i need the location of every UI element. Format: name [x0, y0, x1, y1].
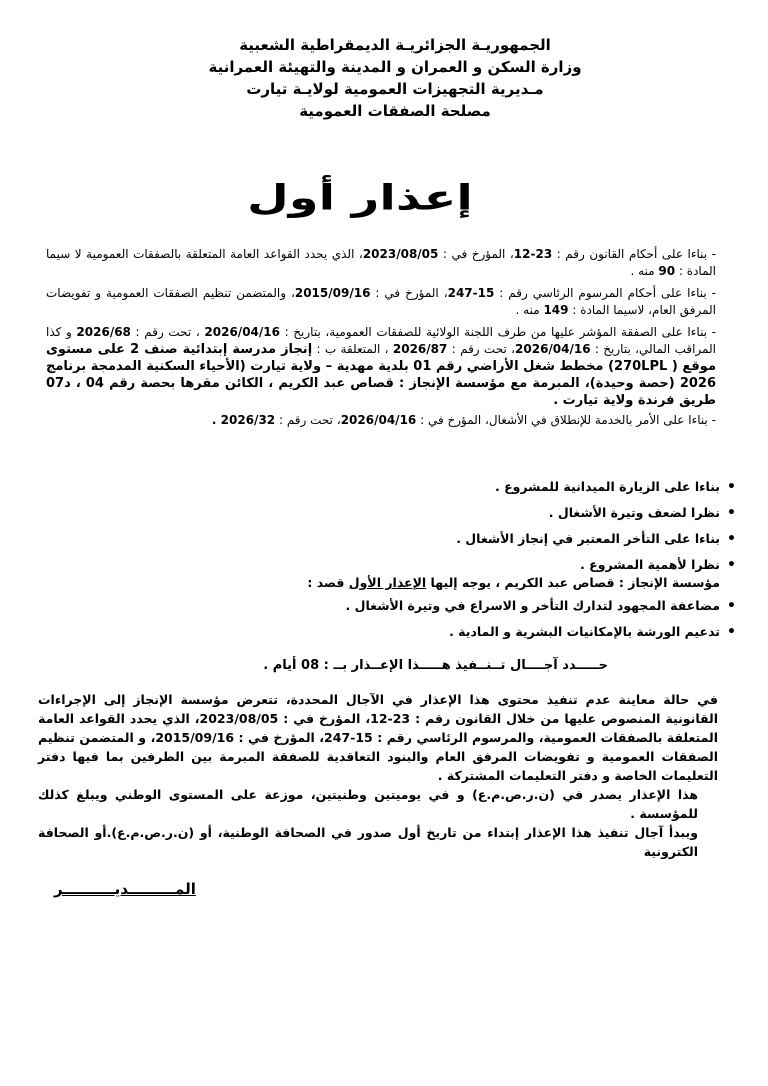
considerations-section [46, 246, 716, 429]
consideration-law-pre: - بناءا على أحكام القانون رقم : [552, 247, 716, 261]
addressee-section [68, 574, 738, 645]
consideration-law-post: ، الذي يحدد القواعد العامة المتعلقة بالصفقات العمومية لا سيما المادة : [46, 247, 716, 278]
addressee-line [68, 574, 738, 591]
list-item: • بناءا على التأخر المعتبر في إنجاز الأشغال . [68, 526, 738, 552]
law-article: 90 [658, 264, 676, 278]
letterhead [200, 34, 590, 122]
consideration-law-mid: ، المؤرخ في : [438, 247, 514, 261]
deal-date-2: 2026/04/16 [515, 342, 591, 356]
signature-director: المـــــــــديــــــــــر [54, 880, 196, 898]
law-date: 2023/08/05 [362, 247, 439, 261]
consideration-deal [46, 324, 716, 409]
header-service: مصلحة الصفقات العمومية [299, 102, 491, 120]
final-paragraph-publication: هذا الإعذار يصدر في (ن.ر.ص.م.ع) و في يوميتين وطنيتين، موزعة على المستوى الوطني ويبلغ كذلك للمؤسسة . [38, 787, 698, 821]
deal-text-3: و كذا المراقب المالي، بتاريخ : [46, 325, 716, 356]
consideration-decree [46, 285, 716, 319]
decree-date: 2015/09/16 [294, 286, 371, 300]
decree-number: 15-247 [447, 286, 495, 300]
header-republic: الجمهوريـة الجزائريـة الديمقراطية الشعبية [239, 36, 551, 54]
list-item: • بناءا على الزيارة الميدانية للمشروع . [68, 474, 738, 500]
purposes-list [68, 593, 738, 645]
consideration-law-end: منه . [630, 264, 659, 278]
list-item: • نظرا لأهمية المشروع . [68, 552, 738, 578]
deal-text-1: - بناءا على الصفقة المؤشر عليها من طرف اللجنة الولائية للصفقات العمومية، بتاريخ : [279, 325, 716, 339]
order-text-pre: - بناءا على الأمر بالخدمة للإنطلاق في الأشغال، المؤرخ في : [416, 413, 716, 427]
deadline-line: حـــــدد آجــــال تــنــفيذ هـــــذا الإعــذار بــ : 08 أيام . [263, 658, 608, 673]
reasons-list [68, 474, 738, 578]
addressee-text-post: قصد : [307, 575, 349, 590]
deal-number-1: 2026/68 [76, 325, 131, 339]
list-item: • نظرا لضعف وتيرة الأشغال . [68, 500, 738, 526]
deal-subject: إنجاز مدرسة إبتدائية صنف 2 على مستوى موقع ( 270LPL) مخطط شغل الأراضي رقم 01 بلدية مهدية – ولاية تيارت (الأحياء السكنية المدمجة برنامج 2026 (حصة وحيدة)، المبرمة مع مؤسسة الإنجاز : قصاص عبد الكريم ، الكائن مقرها بحصة رقم 04 ، د07 طريق فرندة ولاية تيارت . [46, 342, 717, 408]
deal-text-2: ، تحت رقم : [130, 325, 205, 339]
addressee-text-pre: مؤسسة الإنجاز : قصاص عبد الكريم ، يوجه إليها [426, 575, 720, 590]
header-directorate: مـديرية التجهيزات العمومية لولايـة تيارت [246, 80, 544, 98]
order-text-end: . [211, 413, 221, 427]
consideration-decree-post: ، والمتضمن تنظيم الصفقات العمومية و تفويضات المرفق العام، لاسيما المادة : [46, 286, 716, 317]
decree-article: 149 [543, 303, 569, 317]
deal-text-4: ، تحت رقم : [447, 342, 516, 356]
final-section [38, 690, 718, 861]
order-text-mid: ، تحت رقم : [275, 413, 341, 427]
document-title: إعذار أول [247, 177, 473, 219]
law-number: 23-12 [513, 247, 553, 261]
list-item: • مضاعفة المجهود لتدارك التأخر و الاسراع في وتيرة الأشغال . [68, 593, 738, 619]
header-ministry: وزارة السكن و العمران و المدينة والتهيئة العمرانية [208, 58, 582, 76]
final-paragraph-start: ويبدأ آجال تنفيذ هذا الإعذار إبتداء من تاريخ أول صدور في الصحافة الوطنية، أو (ن.ر.ص.م.ع).أو الصحافة الكترونية [38, 825, 698, 859]
deal-date-1: 2026/04/16 [204, 325, 280, 339]
consideration-decree-end: منه . [515, 303, 544, 317]
order-date: 2026/04/16 [340, 413, 417, 427]
order-number: 2026/32 [220, 413, 276, 427]
consideration-order [46, 412, 716, 429]
final-paragraph-consequences: في حالة معاينة عدم تنفيذ محتوى هذا الإعذار في الآجال المحددة، تتعرض مؤسسة الإنجاز إلى الإجراءات القانونية المنصوص عليها من خلال القانون رقم : 23-12، المؤرخ في : 2023/08/05، الذي يحدد القواعد العامة المتعلقة بالصفقات العمومية، والمرسوم الرئاسي رقم : 15-247، المؤرخ في : 2015/09/16، و المتضمن تنظيم الصفقات العمومية و تفويضات المرفق العام والبنود التعاقدية للصفقة المبرمة بين الطرفين بما فيها دفتر التعليمات الخاصة و دفتر التعليمات المشتركة . [38, 692, 719, 783]
list-item: • تدعيم الورشة بالإمكانيات البشرية و المادية . [68, 619, 738, 645]
consideration-decree-pre: - بناءا على أحكام المرسوم الرئاسي رقم : [494, 286, 716, 300]
reasons-section [68, 474, 738, 578]
deal-text-5: ، المتعلقة ب : [312, 342, 393, 356]
deal-number-2: 2026/87 [392, 342, 448, 356]
consideration-law [46, 246, 716, 280]
consideration-decree-mid: ، المؤرخ في : [370, 286, 448, 300]
addressee-underlined: الإعذار الأول [348, 575, 427, 590]
